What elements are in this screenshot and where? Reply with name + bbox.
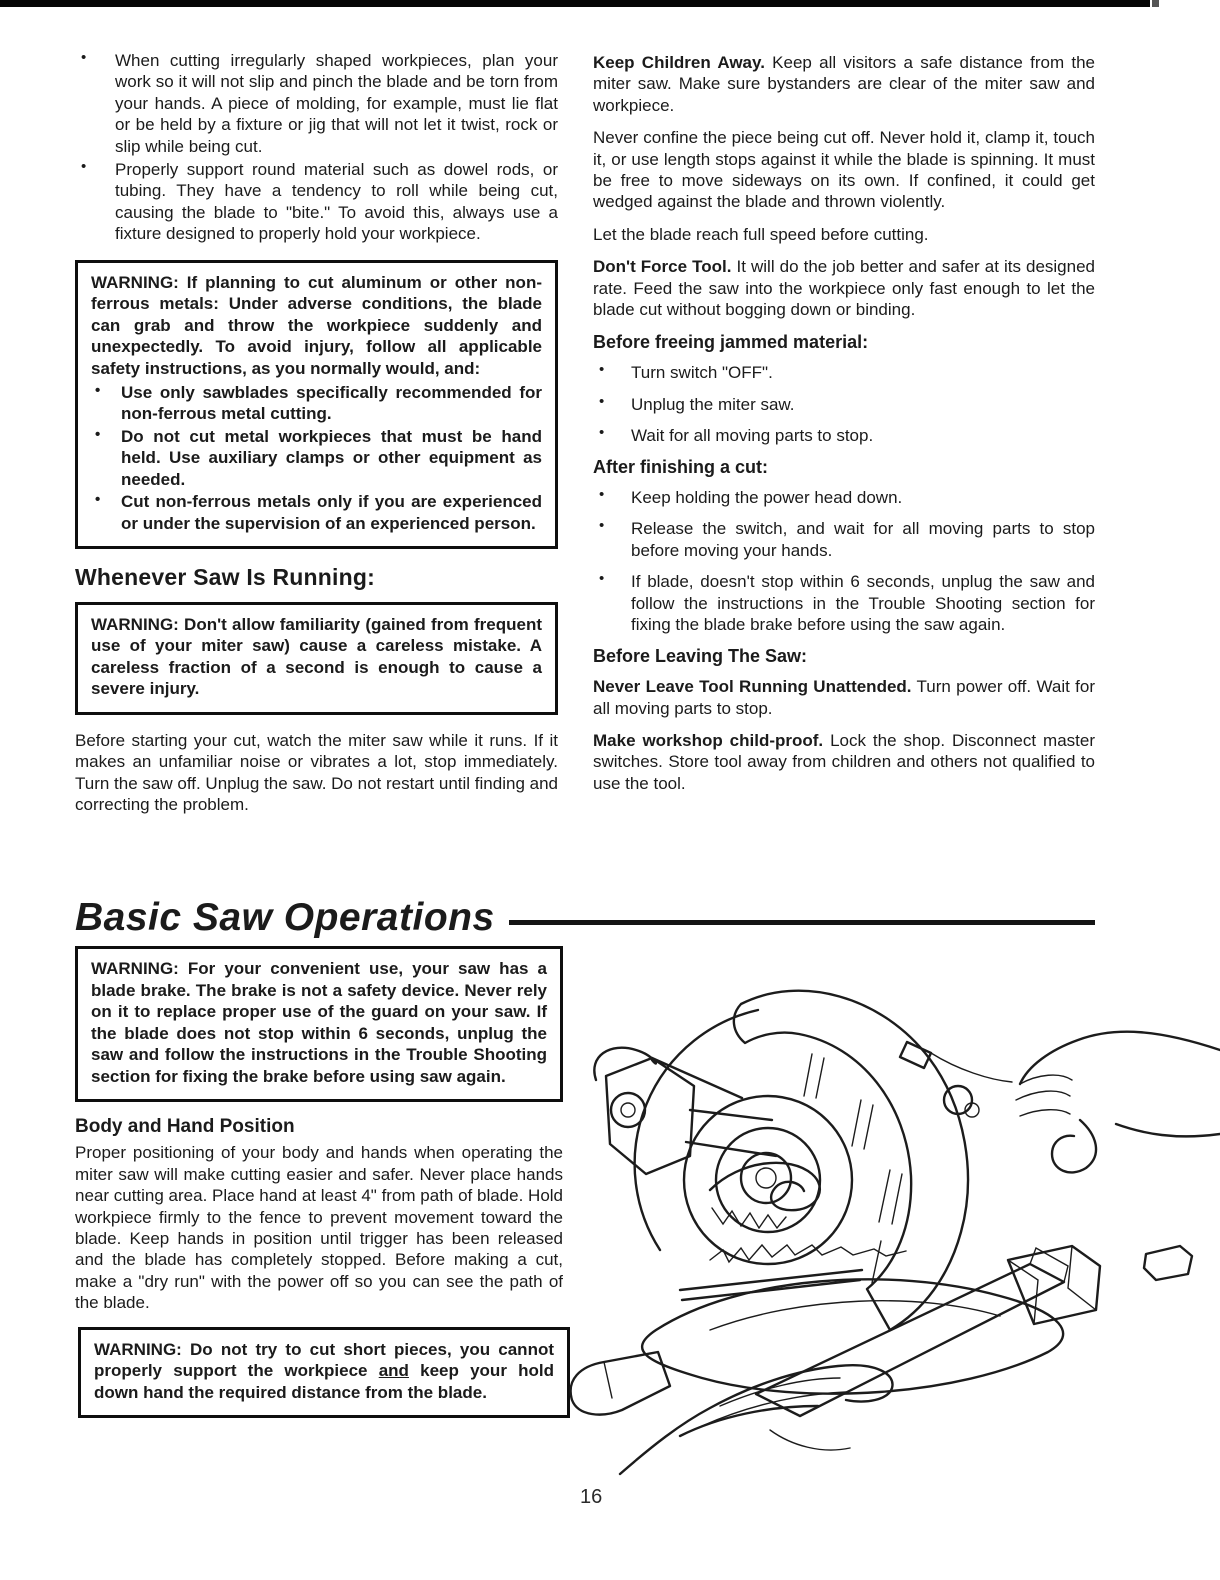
warning-bullet-list [91, 382, 542, 535]
paragraph-rest: Turn power off. Wait for all moving parts to stop. [593, 677, 1095, 718]
warning-box-short-pieces [78, 1327, 570, 1419]
paragraph-lead: Don't Force Tool. [593, 257, 732, 277]
warning-text: WARNING: If planning to cut aluminum or other non-ferrous metals: Under adverse conditions, the blade can grab and throw the workpiece suddenly and unexpectedly. To avoid injury, follow all applicable safety instructions, as you normally would, and: [91, 272, 542, 378]
paragraph-lead: Keep Children Away. [593, 53, 765, 72]
list-item: • Turn switch "OFF". [593, 362, 1095, 383]
after-cut-list [593, 487, 1095, 635]
paragraph-dont-force-tool [593, 256, 1095, 320]
warning-box-nonferrous [75, 260, 558, 549]
left-column-lower [75, 946, 563, 1418]
section-heading-whenever-saw-running: Whenever Saw Is Running: [75, 563, 376, 590]
warning-box-familiarity [75, 602, 558, 715]
right-hand [931, 1032, 1220, 1173]
warning-text: WARNING: Don't allow familiarity (gained from frequent use of your miter saw) cause a careless mistake. A careless fraction of a second is enough to cause a severe injury. [91, 614, 542, 699]
warning-text-part1: WARNING: Do not try to cut short pieces, you cannot properly support the workpiece [94, 1339, 554, 1381]
warning-text [94, 1339, 554, 1404]
warning-box-blade-brake [75, 946, 563, 1102]
safety-bullet-list [75, 50, 558, 245]
warning-text-underlined: and [378, 1361, 409, 1381]
left-hand [620, 1365, 893, 1474]
miter-saw-illustration [560, 958, 1220, 1478]
page-top-rule-nub [1152, 0, 1159, 7]
subheading-before-freeing-jammed: Before freeing jammed material: [593, 332, 869, 353]
list-item: • Unplug the miter saw. [593, 394, 1095, 415]
paragraph-rest: It will do the job better and safer at its designed rate. Feed the saw into the workpiece only fast enough to let the blade cut without bogging down or binding. [593, 257, 1096, 320]
page-top-rule [0, 0, 1150, 7]
list-item: • Do not cut metal workpieces that must be hand held. Use auxiliary clamps or other equipment as needed. [91, 426, 542, 491]
subheading-after-finishing-cut: After finishing a cut: [593, 457, 768, 478]
warning-text-part2: keep your hold down hand the required distance from the blade. [94, 1361, 554, 1402]
paragraph-watch-saw: Before starting your cut, watch the miter saw while it runs. If it makes an unfamiliar noise or vibrates a lot, stop immediately. Turn the saw off. Unplug the saw. Do not restart until finding and correcting the problem. [75, 730, 558, 815]
paragraph-full-speed: Let the blade reach full speed before cutting. [593, 224, 929, 244]
page-number: 16 [580, 1486, 603, 1508]
list-item: • When cutting irregularly shaped workpieces, plan your work so it will not slip and pinch the blade and be torn from your hands. A piece of molding, for example, must lie flat or be held by a fixture or jig that will not let it twist, rock or slip while being cut. [75, 50, 558, 157]
jammed-material-list [593, 362, 1095, 446]
motor-arm [594, 1048, 820, 1228]
paragraph-body-hand-position: Proper positioning of your body and hands when operating the miter saw will make cutting easier and safer. Never place hands near cutting area. Place hand at least 4" from path of blade. Hold workpiece firmly to the fence to prevent movement toward the blade. Keep hands in position until trigger has been released and the blade has completely stopped. Before making a cut, make a "dry run" with the power off so you can see the path of the blade. [75, 1143, 564, 1313]
saw-blade [635, 1010, 852, 1264]
list-item: • Wait for all moving parts to stop. [593, 425, 1095, 446]
subheading-body-hand-position: Body and Hand Position [75, 1116, 295, 1138]
list-item: • Release the switch, and wait for all moving parts to stop before moving your hands. [593, 518, 1095, 561]
section-title-rule [509, 920, 1095, 925]
paragraph-child-proof [593, 730, 1095, 794]
subheading-before-leaving-saw: Before Leaving The Saw: [593, 646, 808, 667]
paragraph-never-leave-running [593, 676, 1095, 719]
list-item: • Use only sawblades specifically recommended for non-ferrous metal cutting. [91, 382, 542, 425]
list-item: • If blade, doesn't stop within 6 seconds, unplug the saw and follow the instructions in the Trouble Shooting section for fixing the blade brake before using the saw again. [593, 571, 1095, 635]
miter-saw-drawing [560, 958, 1220, 1478]
left-column-upper [75, 50, 558, 816]
list-item: • Keep holding the power head down. [593, 487, 1095, 508]
paragraph-rest: Lock the shop. Disconnect master switches. Store tool away from children and others not qualified to use the tool. [593, 730, 1095, 793]
saw-base [642, 1246, 1192, 1394]
paragraph-lead: Never Leave Tool Running Unattended. [593, 677, 912, 697]
right-column [593, 52, 1095, 794]
warning-text: WARNING: For your convenient use, your saw has a blade brake. The brake is not a safety device. Never rely on it to replace proper use of the guard on your saw. If the blade does not stop within 6 seconds, unplug the saw and follow the instructions in the Trouble Shooting section for fixing the brake before using saw again. [91, 959, 547, 1086]
paragraph-rest: Keep all visitors a safe distance from the miter saw. Make sure bystanders are clear of the miter saw and workpiece. [593, 53, 1095, 115]
paragraph-lead: Make workshop child-proof. [593, 730, 824, 750]
page-title: Basic Saw Operations [75, 896, 495, 939]
paragraph-keep-children-away [593, 52, 1095, 116]
paragraph-never-confine: Never confine the piece being cut off. Never hold it, clamp it, touch it, or use length stops against it while the blade is spinning. It must be free to move sideways on its own. If confined, it could get wedged against the blade and thrown violently. [593, 128, 1095, 212]
workpiece-board [571, 1248, 1068, 1416]
section-title-row [75, 896, 1095, 940]
list-item: • Cut non-ferrous metals only if you are experienced or under the supervision of an experienced person. [91, 491, 542, 534]
list-item: • Properly support round material such as dowel rods, or tubing. They have a tendency to roll while being cut, causing the blade to "bite." To avoid this, always use a fixture designed to properly hold your workpiece. [75, 159, 558, 245]
